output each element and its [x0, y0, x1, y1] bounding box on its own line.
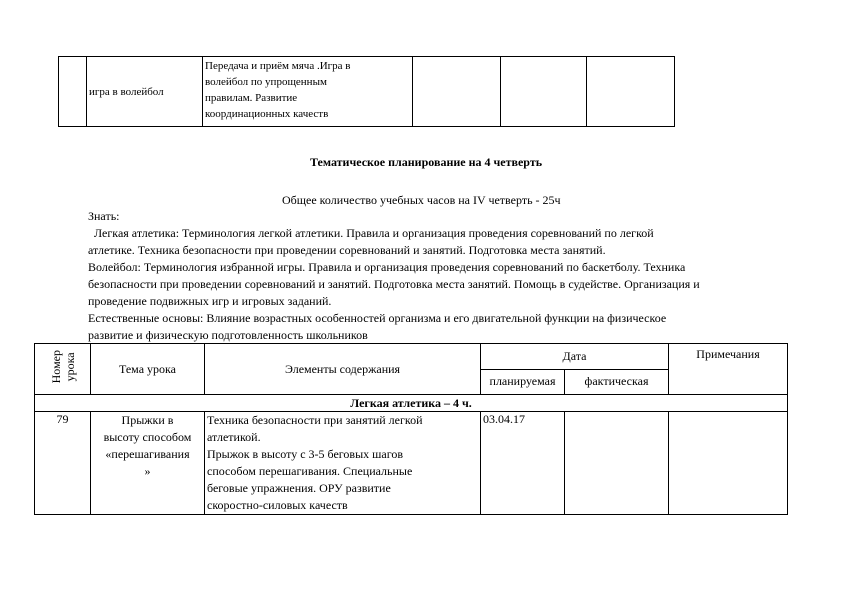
notes-cell	[587, 57, 675, 127]
actual-date-cell	[501, 57, 587, 127]
hours-line: Общее количество учебных часов на IV четверть - 25ч	[282, 193, 561, 207]
text-line: Легкая атлетика: Терминология легкой атлетики. Правила и организация проведения соревнований по легкой	[88, 226, 654, 240]
text-line: Волейбол: Терминология избранной игры. Правила и организация проведения соревнований по баскетболу. Техника	[88, 260, 686, 274]
lesson-topic-cell	[87, 57, 203, 127]
actual-date	[565, 412, 669, 515]
topic-line: высоту способом	[103, 430, 192, 444]
page-title: Тематическое планирование на 4 четверть	[310, 155, 543, 169]
text-line: Естественные основы: Влияние возрастных особенностей организма и его двигательной функции на физическое	[88, 311, 667, 325]
actual-header: фактическая	[565, 369, 669, 395]
text-line: развитие и физическую подготовленность школьников	[88, 328, 368, 342]
know-label: Знать:	[88, 209, 120, 223]
topic-header: Тема урока	[91, 344, 205, 395]
lesson-plan-table	[34, 343, 788, 515]
topic-line: «перешагивания	[105, 447, 190, 461]
date-header: Дата	[481, 344, 669, 370]
table-row	[59, 57, 675, 127]
lesson-number: 79	[35, 412, 91, 515]
number-header-line: Номер	[48, 350, 63, 384]
content-line: координационных качеств	[205, 108, 329, 120]
lesson-topic-cell	[91, 412, 205, 515]
topic-line: »	[144, 464, 151, 478]
notes-header: Примечания	[669, 344, 788, 395]
topic-line: Прыжки в	[121, 413, 174, 427]
content-line: беговые упражнения. ОРУ развитие	[207, 481, 391, 495]
content-line: Передача и приём мяча .Игра в	[205, 60, 351, 72]
text-line: атлетике. Техника безопасности при проведении соревнований и занятий. Подготовка места занятий.	[88, 243, 606, 257]
lesson-number-cell	[59, 57, 87, 127]
number-header-text	[49, 350, 77, 383]
content-line: атлетикой.	[207, 430, 261, 444]
previous-lessons-table	[58, 56, 675, 127]
text-line: безопасности при проведении соревнований и занятий. Подготовка места занятий. Помощь в судействе. Организация и	[88, 277, 700, 291]
section-row	[35, 395, 788, 412]
table-row	[35, 412, 788, 515]
content-header: Элементы содержания	[205, 344, 481, 395]
text-line: проведение подвижных игр и игровых заданий.	[88, 294, 332, 308]
header-row	[35, 344, 788, 370]
content-line: способом перешагивания. Специальные	[207, 464, 413, 478]
content-line: Техника безопасности при занятий легкой	[207, 413, 423, 427]
planned-date-cell	[413, 57, 501, 127]
lesson-content-cell	[203, 57, 413, 127]
content-line: правилам. Развитие	[205, 92, 298, 104]
notes-cell	[669, 412, 788, 515]
lesson-content-cell	[205, 412, 481, 515]
number-header-line: урока	[62, 352, 77, 382]
planned-header: планируемая	[481, 369, 565, 395]
content-line: волейбол по упрощенным	[205, 76, 327, 88]
content-line: Прыжок в высоту с 3-5 беговых шагов	[207, 447, 404, 461]
section-title: Легкая атлетика – 4 ч.	[35, 395, 788, 412]
number-header	[35, 344, 91, 395]
lesson-topic: игра в волейбол	[89, 85, 164, 98]
planned-date: 03.04.17	[481, 412, 565, 515]
content-line: скоростно-силовых качеств	[207, 498, 348, 512]
